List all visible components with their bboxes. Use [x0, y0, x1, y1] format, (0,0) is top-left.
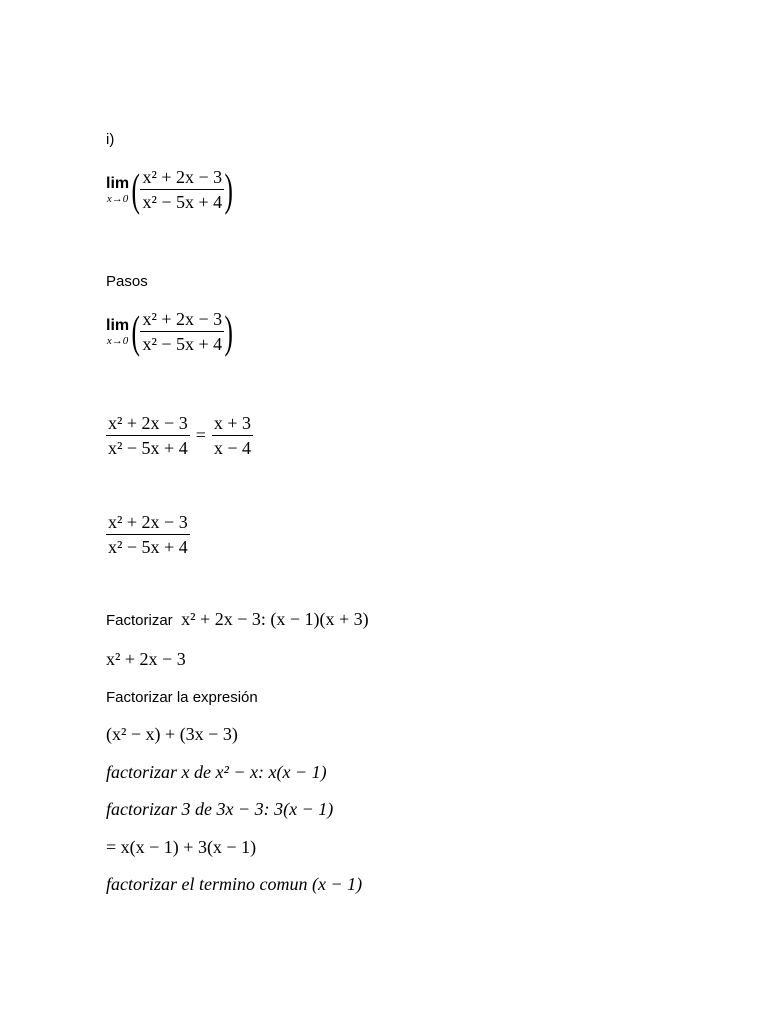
simplified-numerator: x + 3: [213, 413, 252, 433]
equals-sign: =: [195, 425, 206, 445]
original-fraction: [106, 511, 190, 558]
factor-expression-label: Factorizar la expresión: [106, 689, 258, 706]
grouping-line: (x² − x) + (3x − 3): [106, 724, 238, 744]
limit-fraction: [140, 308, 224, 355]
limit-subscript: x→0: [106, 192, 129, 205]
limit-word: lim: [106, 174, 130, 192]
factor-intro-label: Factorizar: [106, 612, 173, 629]
fraction-numerator: x² + 2x − 3: [142, 167, 223, 187]
combined-line: = x(x − 1) + 3(x − 1): [106, 837, 257, 857]
right-paren: ): [224, 163, 234, 215]
simplified-fraction: [212, 412, 253, 459]
fraction-numerator: x² + 2x − 3: [142, 309, 223, 329]
limit-subscript: x→0: [106, 334, 129, 347]
left-paren: (: [131, 305, 141, 357]
limit-expression: [106, 163, 234, 215]
factor-3-line: factorizar 3 de 3x − 3: 3(x − 1): [106, 799, 334, 819]
fraction-denominator: x² − 5x + 4: [142, 334, 223, 354]
fraction-numerator: x² + 2x − 3: [108, 512, 188, 532]
expression-line: x² + 2x − 3: [106, 649, 186, 669]
standalone-fraction: [106, 511, 190, 558]
fraction-denominator: x² − 5x + 4: [142, 192, 223, 212]
right-paren: ): [224, 305, 234, 357]
section-label: i): [106, 131, 115, 148]
fraction-numerator: x² + 2x − 3: [108, 413, 188, 433]
limit-operator: [106, 317, 129, 347]
fraction-denominator: x² − 5x + 4: [108, 438, 188, 458]
limit-word: lim: [106, 316, 130, 334]
steps-label: Pasos: [106, 273, 148, 290]
simplified-denominator: x − 4: [213, 438, 252, 458]
original-fraction: [106, 412, 190, 459]
fraction-denominator: x² − 5x + 4: [108, 537, 188, 557]
limit-fraction: [140, 166, 224, 213]
factor-x-line: factorizar x de x² − x: x(x − 1): [106, 762, 327, 782]
limit-operator: [106, 175, 129, 205]
limit-expression-steps: [106, 305, 234, 357]
factor-step: [106, 609, 369, 630]
simplification-equation: [106, 412, 253, 459]
left-paren: (: [131, 163, 141, 215]
factor-common-line: factorizar el termino comun (x − 1): [106, 874, 363, 894]
factor-result: x² + 2x − 3: (x − 1)(x + 3): [181, 609, 369, 629]
